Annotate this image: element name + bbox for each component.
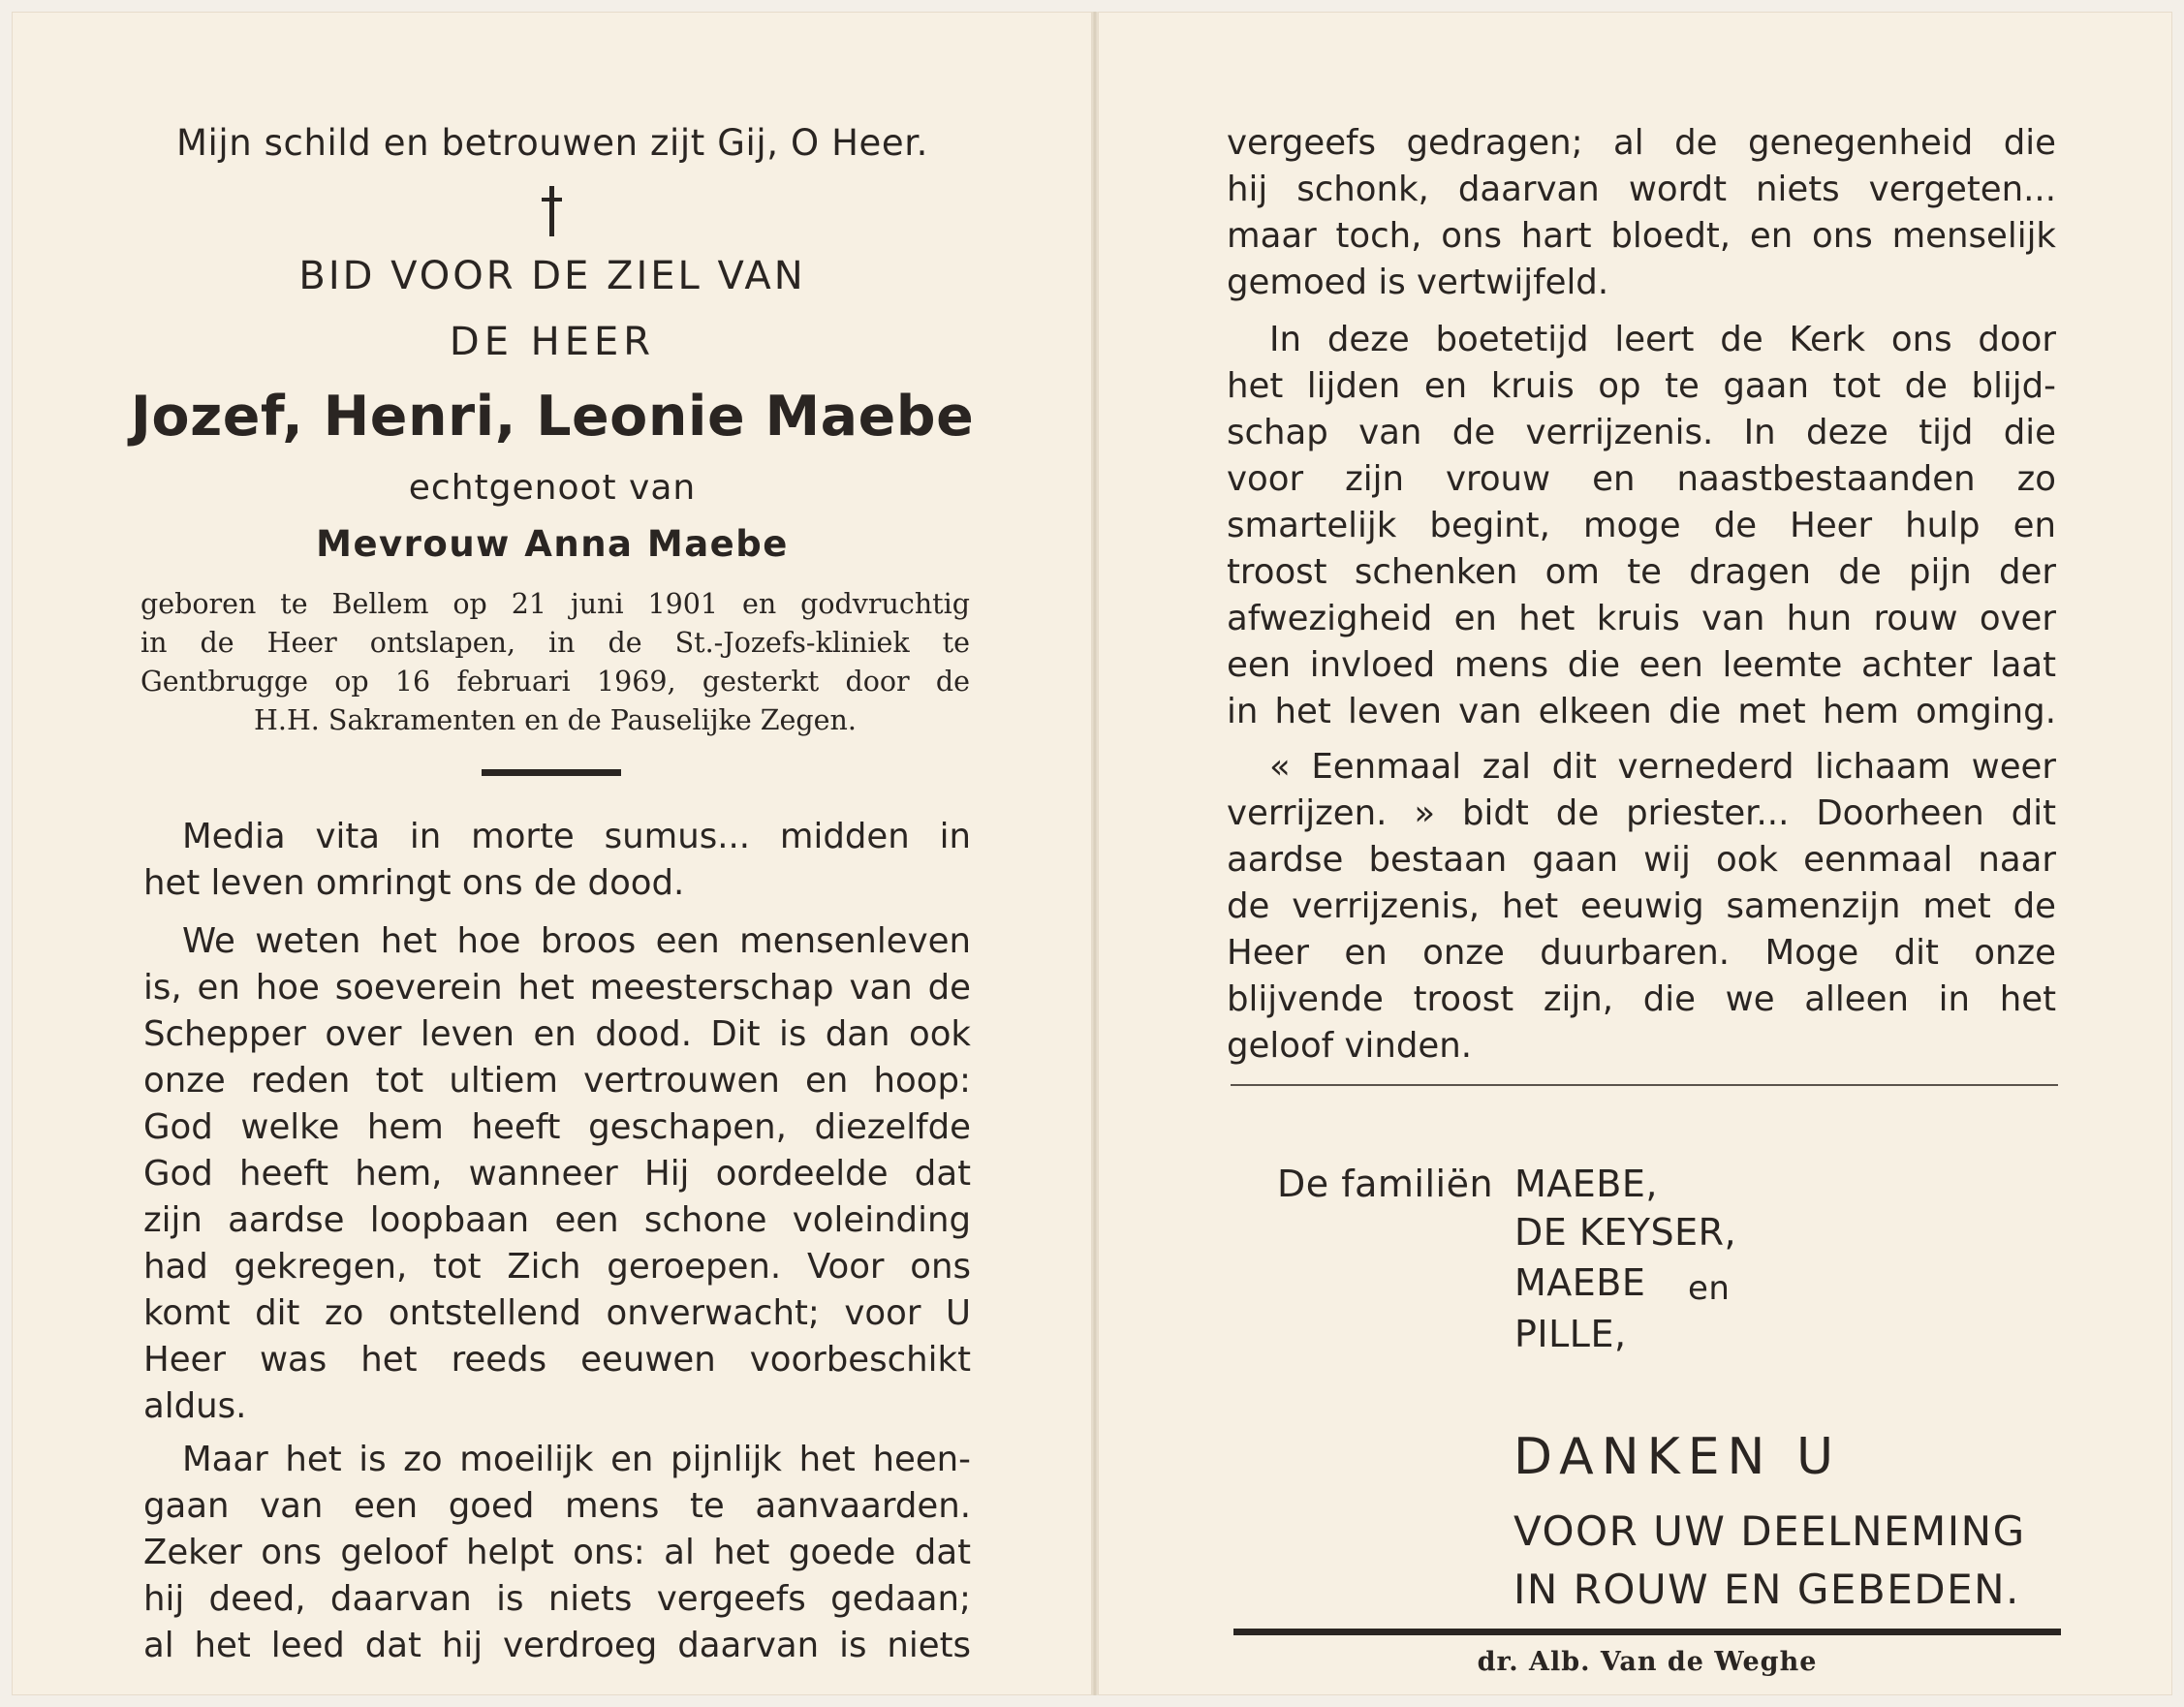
- birth-death-details: [140, 585, 970, 740]
- family-name: MAEBE,: [1514, 1163, 1658, 1205]
- text-line: zijn aardse loopbaan een schone voleinding: [143, 1200, 971, 1240]
- text-line: komt dit zo ontstellend onverwacht; voor U: [143, 1293, 971, 1333]
- text-line: al het leed dat hij verdroeg daarvan is niets: [143, 1626, 971, 1665]
- spouse-name: Mevrouw Anna Maebe: [316, 523, 789, 565]
- text-line: onze reden tot ultiem vertrouwen en hoop:: [143, 1061, 971, 1101]
- text-line: geloof vinden.: [1227, 1026, 1472, 1066]
- text-line: smartelijk begint, moge de Heer hulp en: [1227, 506, 2056, 545]
- text-line: de verrijzenis, het eeuwig samenzijn met de: [1227, 886, 2056, 926]
- text-line: afwezigheid en het kruis van hun rouw over: [1227, 599, 2056, 638]
- text-line: Zeker ons geloof helpt ons: al het goede dat: [143, 1533, 971, 1572]
- left-paragraph-1: [143, 814, 971, 907]
- text-line: Maar het is zo moeilijk en pijnlijk het heen-: [182, 1440, 971, 1479]
- details-line: geboren te Bellem op 21 juni 1901 en godvruchtig: [140, 588, 970, 620]
- text-line: Heer en onze duurbaren. Moge dit onze: [1227, 933, 2056, 973]
- text-line: hij deed, daarvan is niets vergeefs gedaan;: [143, 1579, 971, 1619]
- left-paragraph-3: [143, 1437, 971, 1669]
- text-line: verrijzen. » bidt de priester... Doorheen dit: [1227, 793, 2056, 833]
- details-line: H.H. Sakramenten en de Pauselijke Zegen.: [254, 704, 857, 736]
- cross-icon: [523, 182, 581, 236]
- text-line: het lijden en kruis op te gaan tot de blijd-: [1227, 366, 2056, 406]
- text-line: voor zijn vrouw en naastbestaanden zo: [1227, 459, 2056, 499]
- text-line: maar toch, ons hart bloedt, en ons menselijk: [1227, 216, 2056, 256]
- right-paragraph-1: [1227, 120, 2056, 306]
- thanks-line: IN ROUW EN GEBEDEN.: [1513, 1566, 2020, 1613]
- left-paragraph-2: [143, 918, 971, 1430]
- text-line: We weten het hoe broos een mensenleven: [182, 921, 971, 961]
- and-word: [1688, 1265, 1730, 1308]
- text-line: gaan van een goed mens te aanvaarden.: [143, 1486, 971, 1526]
- text-line: aldus.: [143, 1386, 247, 1426]
- text-line: Heer was het reeds eeuwen voorbeschikt: [143, 1340, 971, 1380]
- printer-credit: dr. Alb. Van de Weghe: [1477, 1647, 1818, 1677]
- family-name: MAEBE: [1514, 1261, 1646, 1304]
- family-name: DE KEYSER,: [1514, 1211, 1737, 1254]
- text-line: blijvende troost zijn, die we alleen in het: [1227, 979, 2056, 1019]
- text-line: in het leven van elkeen die met hem omging.: [1227, 692, 2056, 731]
- text-line: aardse bestaan gaan wij ook eenmaal naar: [1227, 840, 2056, 880]
- family-intro: De familiën: [1277, 1163, 1494, 1205]
- text-line: vergeefs gedragen; al de genegenheid die: [1227, 123, 2056, 163]
- text-line: Schepper over leven en dood. Dit is dan ook: [143, 1014, 971, 1054]
- text-line: Media vita in morte sumus... midden in: [182, 817, 971, 856]
- text-line: schap van de verrijzenis. In deze tijd die: [1227, 413, 2056, 452]
- motto: Mijn schild en betrouwen zijt Gij, O Heer.: [175, 122, 929, 164]
- bid-heading: BID VOOR DE ZIEL VAN: [298, 254, 806, 298]
- text-line: troost schenken om te dragen de pijn der: [1227, 552, 2056, 592]
- text-line: hij schonk, daarvan wordt niets vergeten...: [1227, 170, 2056, 209]
- text-line: is, en hoe soeverein het meesterschap van de: [143, 968, 971, 1008]
- echtgenoot-label: echtgenoot van: [408, 468, 697, 508]
- details-line: in de Heer ontslapen, in de St.-Jozefs-kliniek te: [140, 627, 970, 659]
- deceased-name: Jozef, Henri, Leonie Maebe: [130, 385, 975, 449]
- right-paragraph-2: [1227, 317, 2056, 735]
- divider-thick: [1233, 1629, 2061, 1635]
- text-line: gemoed is vertwijfeld.: [1227, 263, 1609, 302]
- text-line: het leven omringt ons de dood.: [143, 863, 685, 903]
- right-paragraph-3: [1227, 744, 2056, 1070]
- text-line: In deze boetetijd leert de Kerk ons door: [1269, 320, 2056, 359]
- and-word-text: en: [1688, 1269, 1731, 1308]
- divider-thin: [1231, 1084, 2058, 1086]
- family-name: PILLE,: [1514, 1313, 1627, 1355]
- de-heer-heading: DE HEER: [449, 320, 656, 364]
- divider-short: [482, 769, 621, 776]
- text-line: God welke hem heeft geschapen, diezelfde: [143, 1107, 971, 1147]
- text-line: had gekregen, tot Zich geroepen. Voor ons: [143, 1247, 971, 1287]
- thanks-line: VOOR UW DEELNEMING: [1513, 1507, 2026, 1555]
- text-line: God heeft hem, wanneer Hij oordeelde dat: [143, 1154, 971, 1194]
- danken-heading: DANKEN U: [1513, 1428, 1842, 1486]
- text-line: een invloed mens die een leemte achter laat: [1227, 645, 2056, 685]
- text-line: « Eenmaal zal dit vernederd lichaam weer: [1269, 747, 2056, 787]
- details-line: Gentbrugge op 16 februari 1969, gesterkt door de: [140, 666, 970, 698]
